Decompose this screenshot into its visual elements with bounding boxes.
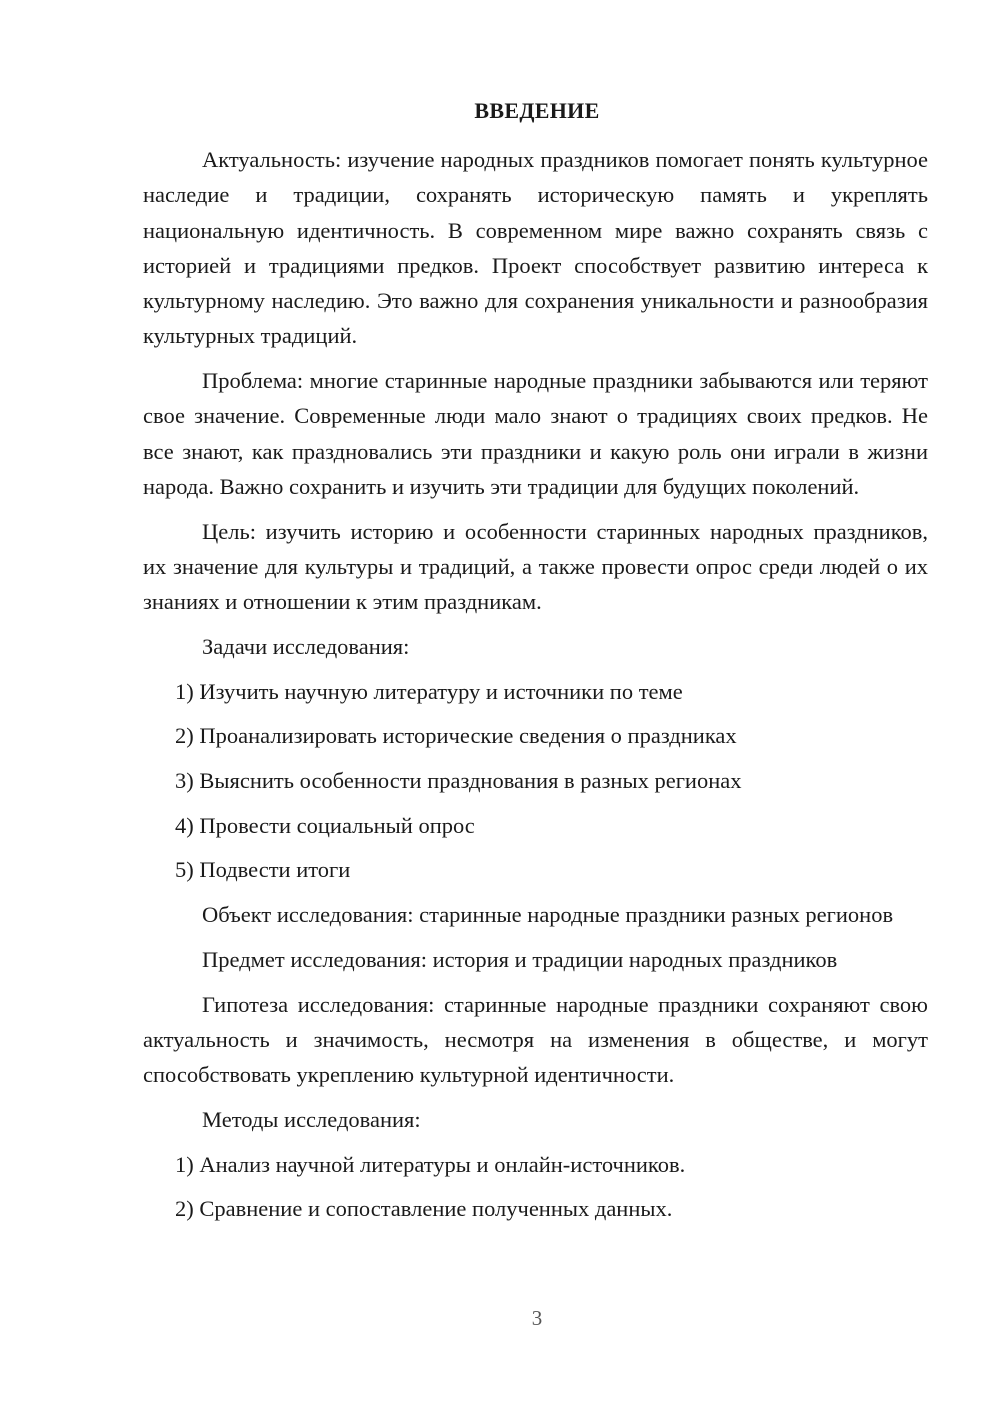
tasks-heading: Задачи исследования: xyxy=(202,634,410,660)
task-item: 5) Подвести итоги xyxy=(175,857,351,883)
method-item: 2) Сравнение и сопоставление полученных данных. xyxy=(175,1196,673,1222)
subject-paragraph: Предмет исследования: история и традиции народных праздников xyxy=(202,946,838,972)
goal-paragraph: Цель: изучить историю и особенности старинных народных праздников, их значение для культуры и традиций, а также провести опрос среди людей о их знаниях и отношении к этим праздникам. xyxy=(143,518,928,615)
task-item: 4) Провести социальный опрос xyxy=(175,812,475,838)
problem-paragraph: Проблема: многие старинные народные праздники забываются или теряют свое значение. Современные люди мало знают о традициях своих предков. Не все знают, как праздновались эти праздники и какую роль они играли в жизни народа. Важно сохранить и изучить эти традиции для будущих поколений. xyxy=(143,368,928,500)
hypothesis-paragraph: Гипотеза исследования: старинные народные праздники сохраняют свою актуальность и значимость, несмотря на изменения в обществе, и могут способствовать укреплению культурной идентичности. xyxy=(143,991,928,1088)
page-number: 3 xyxy=(531,1306,543,1330)
method-item: 1) Анализ научной литературы и онлайн-источников. xyxy=(175,1151,686,1177)
methods-heading: Методы исследования: xyxy=(202,1106,421,1132)
object-paragraph: Объект исследования: старинные народные праздники разных регионов xyxy=(202,902,894,928)
task-item: 1) Изучить научную литературу и источники по теме xyxy=(175,678,683,704)
task-item: 3) Выяснить особенности празднования в разных регионах xyxy=(175,768,742,794)
relevance-paragraph: Актуальность: изучение народных праздников помогает понять культурное наследие и традиции, сохранять историческую память и укреплять национальную идентичность. В современном мире важно сохранять связь с историей и традициями предков. Проект способствует развитию интереса к культурному наследию. Это важно для сохранения уникальности и разнообразия культурных традиций. xyxy=(143,147,928,349)
task-item: 2) Проанализировать исторические сведения о праздниках xyxy=(175,723,737,749)
section-title: ВВЕДЕНИЕ xyxy=(474,98,600,123)
body-text xyxy=(143,142,928,1236)
